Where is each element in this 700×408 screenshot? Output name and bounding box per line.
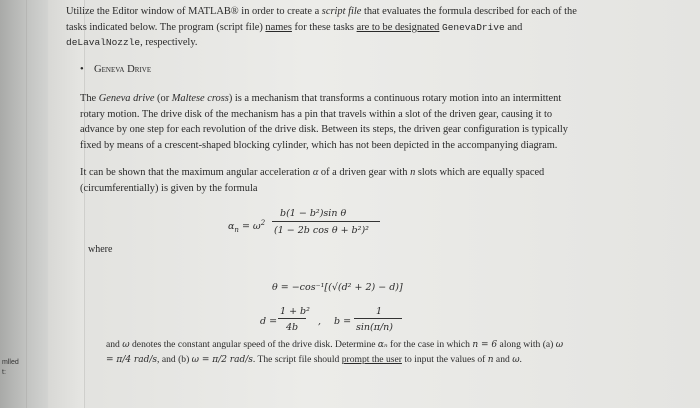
- text: for the case in which: [387, 339, 473, 350]
- case-b-value: ω = π/2 rad/s: [191, 354, 253, 365]
- text: .: [519, 353, 522, 365]
- separator: ,: [318, 316, 322, 327]
- case-a-value: ω = π/4 rad/s: [106, 340, 564, 365]
- text: for these tasks: [291, 21, 357, 33]
- text: . The script file should: [252, 353, 342, 365]
- side-note-line: mlled: [2, 359, 19, 366]
- b-lhs: b =: [334, 316, 352, 327]
- text: , and (b): [157, 353, 192, 365]
- text: slots which are equally spaced (circumferentially) is given by the formula: [80, 167, 545, 194]
- n-symbol: n: [487, 354, 494, 365]
- where-label: where: [88, 244, 113, 255]
- fraction-line: [278, 318, 306, 319]
- text: The: [80, 93, 99, 104]
- formula-alpha: [66, 202, 586, 242]
- script-name-nozzle: deLavalNozzle: [66, 37, 141, 48]
- superscript-2: 2: [260, 219, 266, 227]
- text: ) is a mechanism that transforms a continuous rotary motion into an intermittent rotary motion. The drive disk of the mechanism has a pin that travels within a slot of the driven gear, causing it to advance by one step for each revolution of the drive disk. Between its steps, the driven gear configuration is typically fixed by means of a crescent-shaped blocking cylinder, which has not been depicted in the accompanying diagram.: [80, 93, 568, 151]
- d-lhs: d =: [260, 316, 278, 327]
- section-bullet: [80, 62, 586, 78]
- acceleration-paragraph: [80, 165, 570, 196]
- n-equals-6: n = 6: [472, 340, 498, 350]
- formula-lhs: [228, 216, 265, 239]
- text: that evaluates the formula described for each of the tasks indicated below. The program (script file): [66, 6, 577, 33]
- geneva-description: [80, 91, 580, 153]
- text: It can be shown that the maximum angular acceleration: [80, 167, 313, 178]
- d-numerator: 1 + b²: [280, 306, 310, 317]
- maltese-term: Maltese cross: [171, 93, 229, 104]
- adjacent-page-strip: [0, 0, 48, 408]
- text: and: [106, 339, 123, 350]
- fraction-line: [272, 221, 380, 222]
- prompt-underlined: prompt the user: [341, 353, 402, 365]
- alpha-symbol: α: [312, 167, 319, 178]
- geneva-term: Geneva drive: [98, 93, 155, 104]
- equals-omega: = ω: [238, 221, 261, 233]
- alpha: α: [228, 221, 235, 233]
- formula-numerator: b(1 − b²)sin θ: [280, 208, 347, 219]
- names-underlined: names: [265, 21, 292, 33]
- section-heading: Geneva Drive: [94, 63, 152, 75]
- intro-paragraph: [66, 4, 586, 51]
- alpha-n-symbol: αₙ: [377, 340, 388, 350]
- b-numerator: 1: [376, 306, 383, 317]
- script-name-geneva: GenevaDrive: [442, 21, 505, 33]
- text: (or: [154, 93, 172, 104]
- side-note: [2, 358, 19, 378]
- text: in order to create a: [238, 6, 322, 17]
- text: denotes the constant angular speed of the drive disk. Determine: [129, 339, 378, 350]
- omega-symbol: ω: [512, 354, 520, 365]
- subscript-n: n: [234, 226, 239, 235]
- formula-theta: [66, 276, 586, 302]
- omega-symbol: ω: [122, 340, 130, 350]
- text: along with (a): [497, 339, 556, 350]
- text: to input the values of: [401, 353, 488, 365]
- fraction-line: [354, 318, 402, 319]
- n-symbol: n: [410, 167, 416, 178]
- page-edge-line: [26, 0, 27, 408]
- matlab-name: MATLAB®: [188, 6, 239, 17]
- d-denominator: 4b: [286, 322, 299, 333]
- b-denominator: sin(π/n): [356, 322, 394, 333]
- side-note-line: t:: [2, 369, 6, 376]
- script-file-term: script file: [321, 6, 362, 17]
- formula-d-b: [66, 302, 586, 338]
- assignment-content: [66, 4, 586, 367]
- designated-underlined: are to be designated: [356, 21, 440, 33]
- text: and: [493, 353, 513, 365]
- text: Utilize the Editor window of: [66, 6, 189, 17]
- text: , respectively.: [140, 37, 198, 48]
- theta-formula: θ = −cos⁻¹[(√(d² + 2) − d)]: [272, 282, 403, 293]
- formula-denominator: (1 − 2b cos θ + b²)²: [274, 225, 369, 236]
- task-paragraph: [106, 338, 566, 367]
- text: of a driven gear with: [318, 167, 411, 178]
- bullet-icon: •: [80, 63, 84, 75]
- text: and: [504, 21, 523, 33]
